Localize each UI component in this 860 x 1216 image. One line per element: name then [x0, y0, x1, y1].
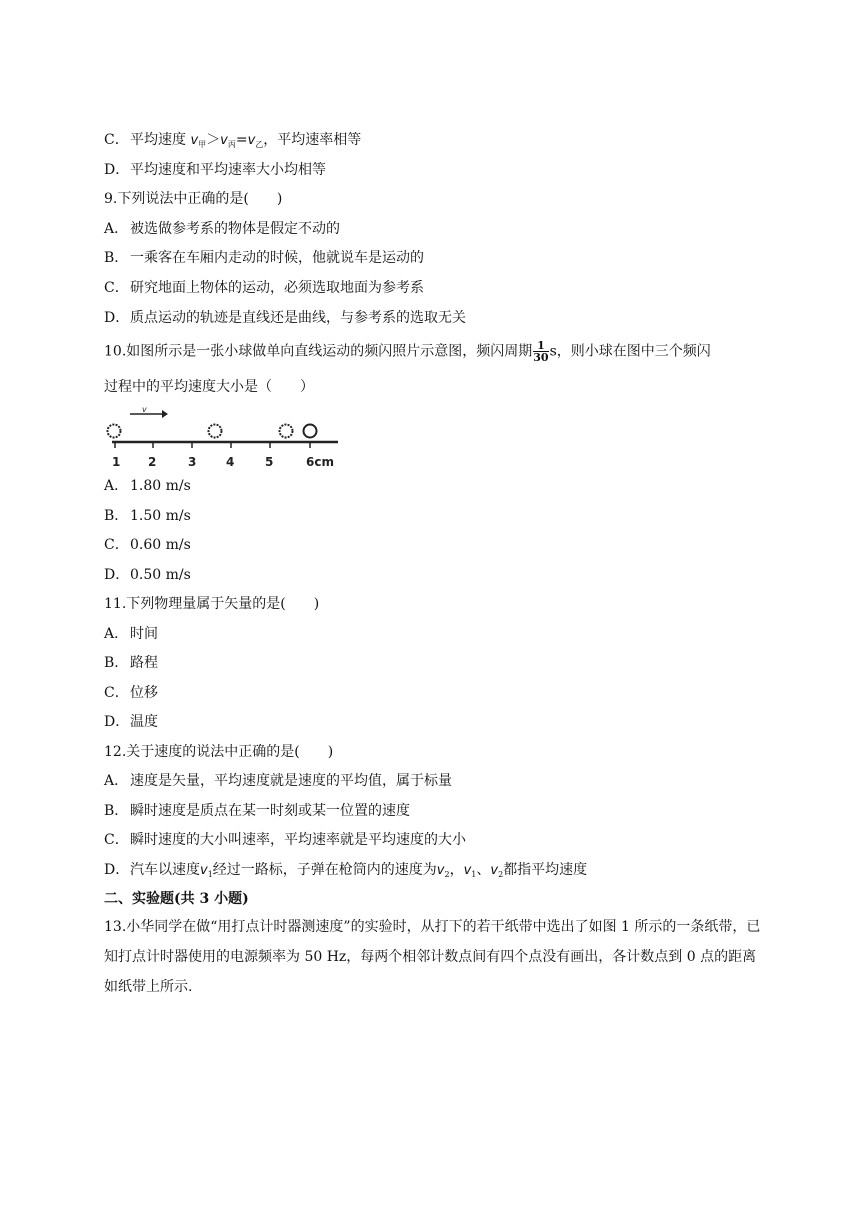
q10-stem-line1: 10.如图所示是一张小球做单向直线运动的频闪照片示意图，频闪周期 $\frac{1}{30}$ s，则小球在图中三个频闪: [104, 339, 711, 364]
strobe-photo-figure: [100, 404, 350, 474]
q8-option-d: D．平均速度和平均速率大小均相等: [104, 162, 326, 178]
q9-option-c: C．研究地面上物体的运动，必须选取地面为参考系: [104, 280, 424, 296]
q11-option-a: A． 时间: [104, 626, 158, 642]
q12-option-b: B． 瞬时速度是质点在某一时刻或某一位置的速度: [104, 803, 410, 819]
q13-text: 13.小华同学在做“用打点计时器测速度”的实验时，从打下的若干纸带中选出了如图 1 所示的一条纸带，已知打点计时器使用的电源频率为 50 Hz，每两个相邻计数点间有四个点没有画出，各计数点到 0 点的距离如纸带上所示.: [104, 919, 761, 995]
ball: [304, 425, 317, 438]
ball: [209, 425, 222, 438]
q8-option-c: C．平均速度 $v_甲>v_丙=v_乙$，平均速率相等: [104, 132, 362, 149]
q12-option-c: C．瞬时速度的大小叫速率，平均速率就是平均速度的大小: [104, 832, 466, 848]
section-title: 二、实验题(共 3 小题): [104, 891, 249, 907]
q11-stem: 11.下列物理量属于矢量的是( ): [104, 596, 320, 612]
tick-label: 5: [265, 455, 274, 469]
q11-option-c: C．位移: [104, 685, 158, 701]
period-fraction: $\frac{1}{30}$: [533, 339, 549, 364]
tick-label: 4: [226, 455, 235, 469]
q12-stem: 12.关于速度的说法中正确的是( ): [104, 744, 334, 760]
ball: [108, 425, 121, 438]
tick-label: 1: [112, 455, 121, 469]
q9-option-b: B． 一乘客在车厢内走动的时候，他就说车是运动的: [104, 250, 424, 266]
tick-label: 2: [148, 455, 157, 469]
q10-option-a: A． 1.80 m/s: [104, 478, 191, 494]
q11-option-d: D．温度: [104, 714, 158, 730]
q10-stem-line2: 过程中的平均速度大小是（ ）: [104, 379, 314, 395]
tick-label: 6cm: [306, 455, 334, 469]
tick-label: 3: [188, 455, 197, 469]
q10-option-c: C．0.60 m/s: [104, 537, 191, 553]
q12-option-a: A． 速度是矢量，平均速度就是速度的平均值，属于标量: [104, 773, 452, 789]
q9-stem: 9.下列说法中正确的是( ): [104, 191, 283, 207]
q9-option-d: D．质点运动的轨迹是直线还是曲线，与参考系的选取无关: [104, 310, 466, 326]
velocity-label: v: [142, 405, 147, 414]
ball: [280, 425, 293, 438]
q9-option-a: A． 被选做参考系的物体是假定不动的: [104, 221, 340, 237]
q10-option-b: B． 1.50 m/s: [104, 508, 191, 524]
q10-option-d: D．0.50 m/s: [104, 567, 191, 583]
q12-option-d: D．汽车以速度$v_1$经过一路标，子弹在枪筒内的速度为$v_2$，$v_1$、$v_2$都指平均速度: [104, 862, 588, 879]
velocity-arrowhead: [162, 410, 168, 418]
q11-option-b: B． 路程: [104, 655, 158, 671]
